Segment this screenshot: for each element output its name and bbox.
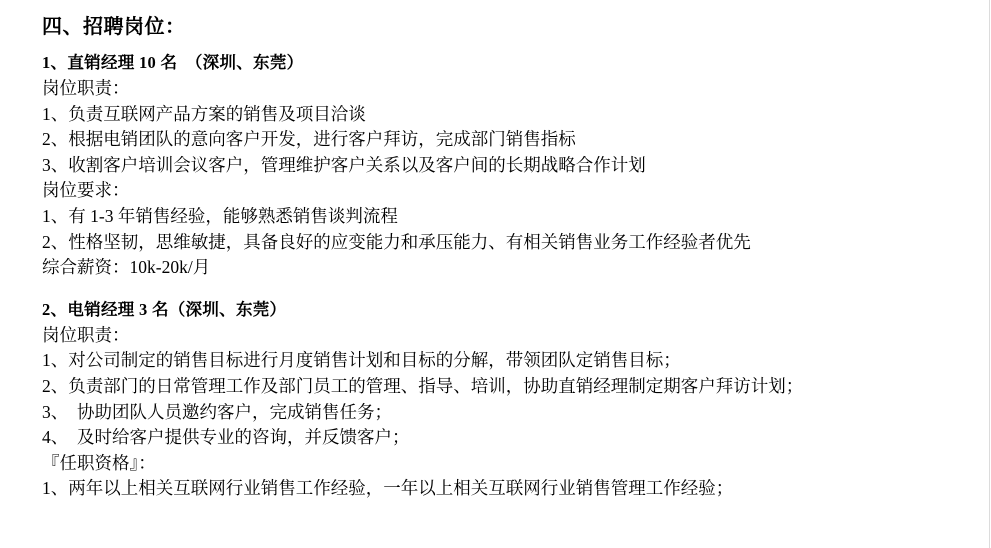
position-direct-sales-manager — [42, 50, 971, 281]
position-2-qualification-item: 1、两年以上相关互联网行业销售工作经验，一年以上相关互联网行业销售管理工作经验； — [42, 478, 734, 499]
page-edge-line — [989, 0, 990, 548]
section-spacer — [42, 281, 971, 297]
position-1-duty-item: 3、收割客户培训会议客户，管理维护客户关系以及客户间的长期战略合作计划 — [42, 154, 646, 175]
position-2-duty-item: 3、 协助团队人员邀约客户，完成销售任务； — [42, 401, 392, 422]
position-2-duty-item: 1、对公司制定的销售目标进行月度销售计划和目标的分解，带领团队定销售目标； — [42, 350, 681, 371]
position-1-duty-item: 1、负责互联网产品方案的销售及项目洽谈 — [42, 103, 366, 124]
page-title: 四、招聘岗位： — [42, 16, 186, 38]
position-1-heading: 1、直销经理 10 名 （深圳、东莞） — [42, 53, 304, 72]
position-1-requirement-item: 1、有 1-3 年销售经验，能够熟悉销售谈判流程 — [42, 205, 398, 226]
position-1-salary: 综合薪资：10k-20k/月 — [42, 257, 211, 278]
position-2-duties-label: 岗位职责： — [42, 324, 130, 345]
position-1-duties-label: 岗位职责： — [42, 78, 130, 98]
position-telesales-manager — [42, 297, 971, 502]
position-2-duty-item: 2、负责部门的日常管理工作及部门员工的管理、指导、培训，协助直销经理制定期客户拜访计划； — [42, 375, 804, 396]
position-1-requirement-item: 2、性格坚韧，思维敏捷，具备良好的应变能力和承压能力、有相关销售业务工作经验者优先 — [42, 231, 751, 252]
position-1-duty-item: 2、根据电销团队的意向客户开发，进行客户拜访，完成部门销售指标 — [42, 129, 576, 150]
position-2-duty-item: 4、 及时给客户提供专业的咨询，并反馈客户； — [42, 427, 410, 448]
position-1-requirements-label: 岗位要求： — [42, 180, 130, 201]
position-2-qualifications-label: 『任职资格』： — [42, 452, 156, 473]
position-2-heading: 2、电销经理 3 名（深圳、东莞） — [42, 299, 287, 319]
